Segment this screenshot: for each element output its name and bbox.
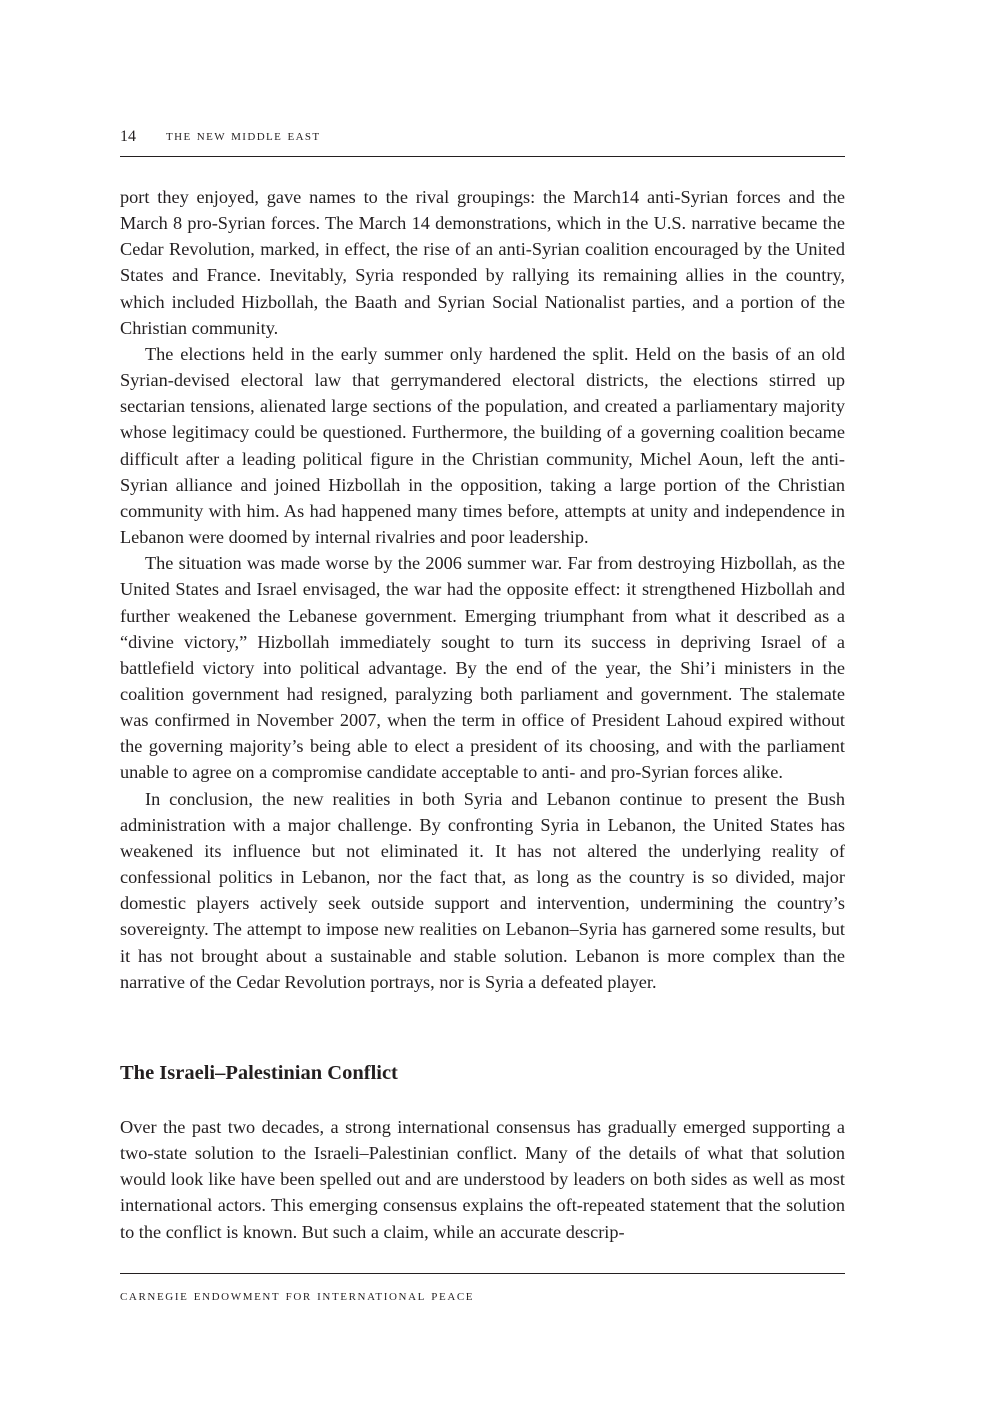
footer-text: carnegie endowment for international peace [120,1288,475,1304]
page-number: 14 [120,128,136,145]
running-title: the new middle east [166,128,321,144]
footer-rule [120,1273,845,1274]
paragraph-1: port they enjoyed, gave names to the rival groupings: the March14 anti-Syrian forces and the March 8 pro-Syrian forces. The March 14 demonstrations, which in the U.S. narrative became the Cedar Revolution, marked, in effect, the rise of an anti-Syrian coalition encouraged by the United States and France. Inevitably, Syria responded by rallying its remaining allies in the country, which included Hizbollah, the Baath and Syrian Social Nationalist parties, and a portion of the Christian community. [120,187,845,338]
paragraph-3: The situation was made worse by the 2006 summer war. Far from destroying Hizbollah, as the United States and Israel envisaged, the war had the opposite effect: it strengthened Hizbollah and further weakened the Lebanese government. Emerging triumphant from what it described as a “divine victory,” Hizbollah immediately sought to turn its success in depriving Israel of a battlefield victory into political advantage. By the end of the year, the Shi’i ministers in the coalition government had resigned, paralyzing both parliament and government. The stalemate was confirmed in November 2007, when the term in office of President Lahoud expired without the governing majority’s being able to elect a president of its choosing, and with the parliament unable to agree on a compromise candidate acceptable to anti- and pro-Syrian forces alike. [120,553,845,783]
section-text [120,1114,845,1245]
section-heading: The Israeli–Palestinian Conflict [120,1062,398,1084]
body-text [120,184,845,995]
running-header [120,128,845,157]
paragraph-2: The elections held in the early summer only hardened the split. Held on the basis of an old Syrian-devised electoral law that gerrymandered electoral districts, the elections stirred up sectarian tensions, alienated large sections of the population, and created a parliamentary majority whose legitimacy could be questioned. Furthermore, the building of a governing coalition became difficult after a leading political figure in the Christian community, Michel Aoun, left the anti-Syrian alliance and joined Hizbollah in the opposition, taking a large portion of the Christian community with him. As had happened many times before, attempts at unity and independence in Lebanon were doomed by internal rivalries and poor leadership. [120,343,845,548]
paragraph-4: In conclusion, the new realities in both Syria and Lebanon continue to present the Bush administration with a major challenge. By confronting Syria in Lebanon, the United States has weakened its influence but not eliminated it. It has not altered the underlying reality of confessional politics in Lebanon, nor the fact that, as long as the country is so divided, major domestic players actively seek outside support and intervention, undermining the country’s sovereignty. The attempt to impose new realities on Lebanon–Syria has garnered some results, but it has not brought about a sustainable and stable solution. Lebanon is more complex than the narrative of the Cedar Revolution portrays, nor is Syria a defeated player. [120,788,845,992]
section-paragraph: Over the past two decades, a strong international consensus has gradually emerged supporting a two-state solution to the Israeli–Palestinian conflict. Many of the details of what that solution would look like have been spelled out and are understood by leaders on both sides as well as most international actors. This emerging consensus explains the oft-repeated statement that the solution to the conflict is known. But such a claim, while an accurate descrip- [120,1117,845,1242]
